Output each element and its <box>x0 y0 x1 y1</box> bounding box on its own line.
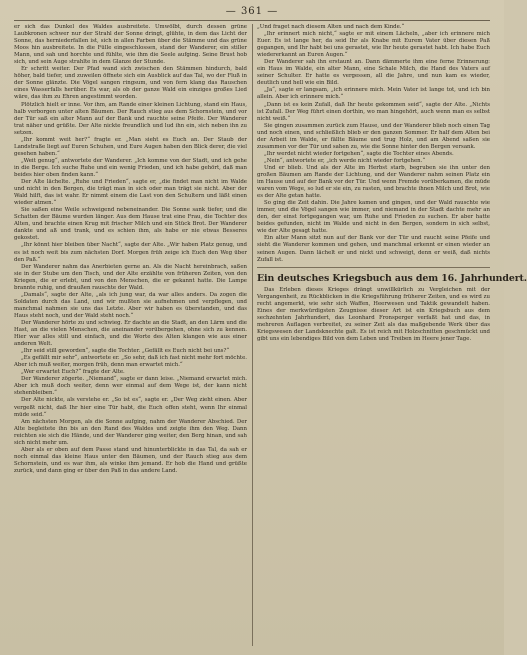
left-paragraph: „Wer erwartet Euch?“ fragte der Alte. <box>21 369 125 376</box>
left-paragraph: „Ihr kommt weit her?“ fragte er. „Man sieht es Euch an. Der Staub der Landstraße liegt auf Euren Schuhen, und Eure Augen haben den Blick derer, die viel gesehen haben.“ <box>14 136 247 157</box>
article-paragraph: Das Erleben dieses Krieges drängt unwillkürlich zu Vergleichen mit der Vergangenheit, zu Rückblicken in die Kriegsführung früherer Zeiten, und es wird zu recht angemerkt, wie sehr sich Waffen, Heerwesen und Taktik gewandelt haben. Eines der merkwürdigsten Zeugnisse dieser Art ist ein Kriegsbuch aus dem sechzehnten Jahrhundert, das Leonhard Fronsperger verfaßt hat und das, in mehreren Auflagen verbreitet, zu seiner Zeit als das maßgebende Werk über das Kriegswesen der Landsknechte galt. Es ist reich mit Holzschnitten geschmückt und gibt uns ein lebendiges Bild von dem Leben und Treiben im Heere jener Tage. <box>257 286 490 342</box>
right-paragraph: Ein alter Mann sitzt nun auf der Bank vor der Tür und raucht seine Pfeife und sieht die Wanderer kommen und gehen, und manchmal erkennt er einen wieder an seinen Augen. Dann lächelt er und nickt und schweigt, denn er weiß, daß nichts Zufall ist. <box>257 235 490 263</box>
left-paragraph: Am nächsten Morgen, als die Sonne aufging, nahm der Wanderer Abschied. Der Alte begleitete ihn bis an den Rand des Waldes und zeigte ihm den Weg. Dann reichten sie sich die Hände, und der Wanderer ging weiter, den Berg hinan, und sah sich nicht mehr um. <box>14 418 247 446</box>
section-rule <box>257 267 490 268</box>
left-paragraph: Er schritt weiter. Der Pfad wand sich zwischen den Stämmen hindurch, bald höher, bald tiefer, und zuweilen öffnete sich ein Ausblick auf das Tal, wo der Fluß in der Sonne glänzte. Die Vögel sangen ringsum, und von fern klang das Rauschen eines Wasserfalls herüber. Es war, als ob der ganze Wald ein einziges großes Lied wäre, das ihm zu Ehren angestimmt worden. <box>14 66 247 101</box>
right-paragraph: „Ihr werdet nicht wieder fortgehen“, sagte die Tochter eines Abends. <box>264 150 454 157</box>
column-divider <box>252 24 253 646</box>
left-paragraph: „Es gefällt mir sehr“, antwortete er. „So sehr, daß ich fast nicht mehr fort möchte. Aber ich muß weiter, morgen früh, denn man erwartet mich.“ <box>14 355 247 369</box>
right-paragraph: So ging die Zeit dahin. Die Jahre kamen und gingen, und der Wald rauschte wie immer, und die Vögel sangen wie immer, und niemand in der Stadt dachte mehr an den, der einst fortgegangen war, um Ruhe und Frieden zu suchen. Er aber hatte beides gefunden, nicht im Walde und nicht in den Bergen, sondern in sich selbst, wie der Alte gesagt hatte. <box>257 200 490 235</box>
left-paragraph: „Damals“, sagte der Alte, „als ich jung war, da war alles anders. Da zogen die Soldaten durch das Land, und wir mußten sie aufnehmen und verpflegen, und manchmal nahmen sie uns das Letzte. Aber wir haben es überstanden, und das Haus steht noch, und der Wald steht noch.“ <box>14 291 247 319</box>
article-title: Ein deutsches Kriegsbuch aus dem 16. Jahrhundert. <box>257 272 527 284</box>
right-paragraph: „Ihr erinnert mich nicht,“ sagte er mit einem Lächeln, „aber ich erinnere mich Euer. Es ist lange her, da seid Ihr als Knabe mit Eurem Vater über diesen Paß gegangen, und Ihr habt bei uns gerastet, wie Ihr heute gerastet habt. Ich habe Euch wiedererkannt an Euren Augen.“ <box>257 31 490 59</box>
right-paragraph: „Und fraget nach diesem Alten und nach dem Kinde.“ <box>257 24 405 30</box>
left-paragraph: er sich das Dunkel des Waldes ausbreitete. Umwölbt, durch dessen grüne Laubkronen schwer nur der Strahl der Sonne dringt, glühte, in dem das Licht der Sonne, das herniederfallen ist, sich in allen Farben über die Stämme und das grüne Moos hin ausbreitete. In die Fülle eingeschlossen, stand der Wanderer, ein stiller Mann, und sah und horchte und fühlte, wie ihm die Seele aufging. Seine Brust hob sich, und sein Auge strahlte in dem Glanze der Stunde. <box>14 24 247 66</box>
right-paragraph: Und er blieb. Und als der Alte im Herbst starb, begruben sie ihn unter den großen Bäumen am Rande der Lichtung, und der Wanderer nahm seinen Platz ein im Hause und auf der Bank vor der Tür. Und wenn Fremde vorüberkamen, die müde waren vom Wege, so lud er sie ein, zu rasten, und brachte ihnen Milch und Brot, wie es der Alte getan hatte. <box>257 164 490 200</box>
left-paragraph: Der Alte lächelte. „Ruhe und Frieden“, sagte er, „die findet man nicht im Walde und nicht in den Bergen, die trägt man in sich oder man trägt sie nicht. Aber der Wald hilft, das ist wahr. Er nimmt einem die Last von den Schultern und läßt einen wieder atmen.“ <box>14 179 247 207</box>
text-columns <box>14 24 527 646</box>
left-paragraph: Plötzlich hielt er inne. Vor ihm, am Rande einer kleinen Lichtung, stand ein Haus, halb verborgen unter alten Bäumen. Der Rauch stieg aus dem Schornstein, und vor der Tür saß ein alter Mann auf der Bank und rauchte seine Pfeife. Der Wanderer trat näher und grüßte. Der Alte nickte freundlich und lud ihn ein, sich neben ihn zu setzen. <box>14 101 247 136</box>
page-number: — 361 — <box>225 6 279 17</box>
left-paragraph: Der Alte nickte, als verstehe er. „So ist es“, sagte er. „Der Weg zieht einen. Aber vergeßt nicht, daß Ihr hier eine Tür habt, die Euch offen steht, wenn Ihr einmal müde seid.“ <box>14 397 247 418</box>
left-paragraph: Der Wanderer zögerte. „Niemand“, sagte er dann leise. „Niemand erwartet mich. Aber ich muß doch weiter, denn wer einmal auf dem Wege ist, der kann nicht stehenbleiben.“ <box>14 376 247 397</box>
left-paragraph: „Ihr könnt hier bleiben über Nacht“, sagte der Alte. „Wir haben Platz genug, und es ist noch weit bis zum nächsten Dorf. Morgen früh zeige ich Euch den Weg über den Paß.“ <box>14 242 247 263</box>
right-paragraph: „Dann ist es kein Zufall, daß Ihr heute gekommen seid“, sagte der Alte. „Nichts ist Zufall. Der Weg führt einen dorthin, wo man hingehört, auch wenn man es selbst nicht weiß.“ <box>257 101 490 122</box>
page-header <box>14 6 490 21</box>
left-paragraph: Der Wanderer hörte zu und schwieg. Er dachte an die Stadt, an den Lärm und die Hast, an die vielen Menschen, die aneinander vorübergehen, ohne sich zu kennen. Hier war alles still und einfach, und die Worte des Alten klangen wie aus einer anderen Welt. <box>14 319 247 348</box>
right-paragraph: „Ja“, sagte er langsam, „ich erinnere mich. Mein Vater ist lange tot, und ich bin allein. Aber ich erinnere mich.“ <box>257 87 490 101</box>
left-paragraph: Aber als er oben auf dem Passe stand und hinunterblickte in das Tal, da sah er noch einmal das kleine Haus unter den Bäumen, und der Rauch stieg aus dem Schornstein, und es war ihm, als winke ihm jemand. Er hob die Hand und grüßte zurück, und dann ging er über den Paß in das andere Land. <box>14 446 247 474</box>
right-paragraph: Der Wanderer sah ihn erstaunt an. Dann dämmerte ihm eine ferne Erinnerung: ein Haus im Walde, ein alter Mann, eine Schale Milch, die Hand des Vaters auf seiner Schulter. Er hatte es vergessen, all die Jahre, und nun kam es wieder, deutlich und hell wie ein Bild. <box>257 59 490 87</box>
left-paragraph: „Weit genug“, antwortete der Wanderer. „Ich komme von der Stadt, und ich gehe in die Berge. Ich suche Ruhe und ein wenig Frieden, und ich habe gehört, daß man beides hier oben finden kann.“ <box>14 157 247 178</box>
left-paragraph: Der Wanderer nahm das Anerbieten gerne an. Als die Nacht hereinbrach, saßen sie in der Stube um den Tisch, und der Alte erzählte von früheren Zeiten, von den Kriegen, die er erlebt, und von den Menschen, die er gekannt hatte. Die Lampe brannte ruhig, und draußen rauschte der Wald. <box>14 263 247 291</box>
right-paragraph: „Nein“, antwortete er, „ich werde nicht wieder fortgehen.“ <box>264 157 426 164</box>
right-paragraph: Sie gingen zusammen zurück zum Hause, und der Wanderer blieb noch einen Tag und noch einen, und schließlich blieb er den ganzen Sommer. Er half dem Alten bei der Arbeit im Walde, er fällte Bäume und trug Holz, und am Abend saßen sie zusammen vor der Tür und sahen zu, wie die Sonne hinter den Bergen versank. <box>257 122 490 150</box>
left-paragraph: „Ihr seid still geworden“, sagte die Tochter. „Gefällt es Euch nicht bei uns?“ <box>21 348 230 355</box>
left-column <box>14 24 247 646</box>
left-paragraph: Sie saßen eine Weile schweigend nebeneinander. Die Sonne sank tiefer, und die Schatten der Bäume wurden länger. Aus dem Hause trat eine Frau, die Tochter des Alten, und brachte einen Krug mit frischer Milch und ein Stück Brot. Der Wanderer dankte und aß und trank, und es schien ihm, als habe er nie etwas Besseres gekostet. <box>14 207 247 242</box>
right-column <box>257 24 527 646</box>
